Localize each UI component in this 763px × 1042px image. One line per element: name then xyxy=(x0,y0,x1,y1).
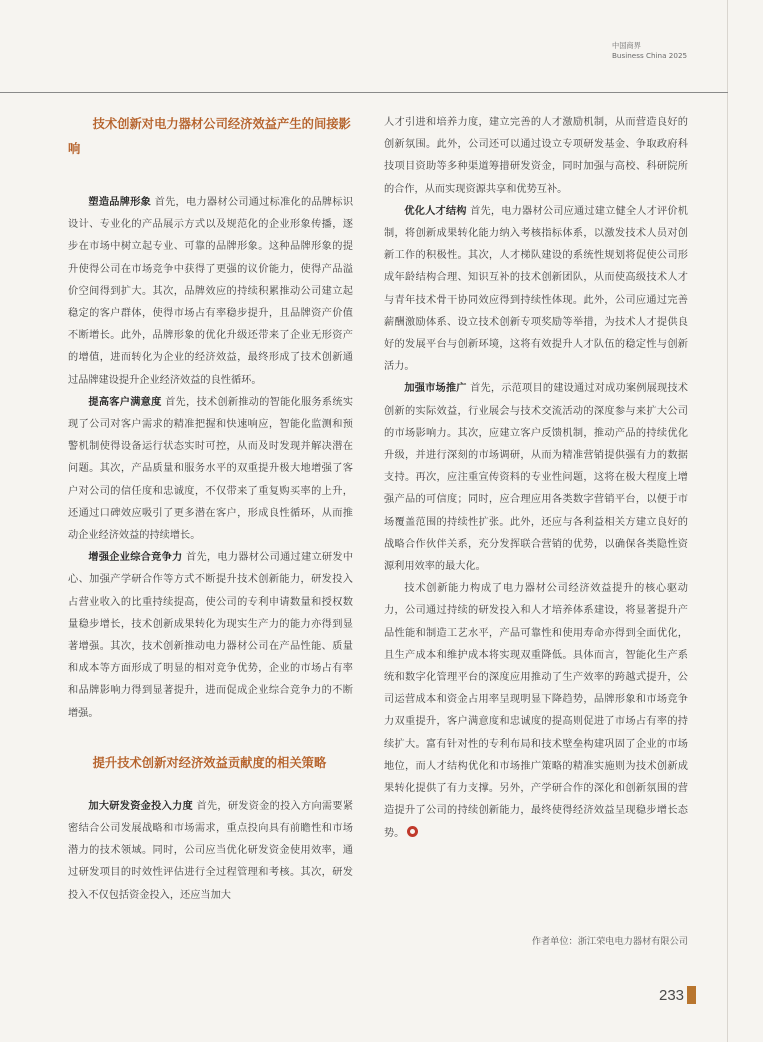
paragraph-market-promotion xyxy=(384,378,688,578)
page-number-bar xyxy=(687,986,696,1004)
paragraph-lead: 加强市场推广 xyxy=(404,383,467,395)
paragraph-lead: 优化人才结构 xyxy=(404,205,467,217)
paragraph-text: 首先，电力器材公司通过标准化的品牌标识设计、专业化的产品展示方式以及规范化的企业形象传播，逐步在市场中树立起专业、可靠的品牌形象。这种品牌形象的提升使得公司在市场竞争中获得了更强的议价能力，使得产品溢价空间得到扩大。其次，品牌效应的持续积累推动公司建立起稳定的客户群体，使得市场占有率稳步提升，且品牌资产价值不断增长。此外，品牌形象的优化升级还带来了企业无形资产的增值，进而转化为企业的经济效益，最终形成了技术创新通过品牌建设提升企业经济效益的良性循环。 xyxy=(68,197,354,386)
paragraph-text: 首先，示范项目的建设通过对成功案例展现技术创新的实际效益，行业展会与技术交流活动的深度参与来扩大公司的市场影响力。其次，应建立客户反馈机制，推动产品的持续优化升级，并进行深刻的市场调研，从而为精准营销提供强有力的数据支持。再次，应注重宣传资料的专业性问题，这将在极大程度上增强产品的可信度；同时，应合理应用各类数字营销平台，以便于市场覆盖范围的持续性扩张。此外，还应与各利益相关方建立良好的战略合作伙伴关系，充分发挥联合营销的优势，以确保各类隐性资源利用效率的最大化。 xyxy=(384,383,688,573)
paragraph-rd-funding xyxy=(68,796,353,907)
paragraph-customer-satisfaction xyxy=(68,392,353,547)
article-end-icon xyxy=(407,826,418,837)
magazine-header xyxy=(612,41,722,61)
paragraph-text: 首先，电力器材公司通过建立研发中心、加强产学研合作等方式不断提升技术创新能力，研发投入占营业收入的比重持续提高，使公司的专利申请数量和授权数量稳步增长，技术创新成果转化为现实生产力的能力亦得到显著增强。其次，技术创新推动电力器材公司在产品性能、质量和成本等方面形成了明显的相对竞争优势，企业的市场占有率和品牌影响力得到显著提升，进而促成企业综合竞争力的不断增强。 xyxy=(68,552,354,719)
paragraph-conclusion xyxy=(384,578,688,844)
left-column xyxy=(68,112,353,907)
paragraph-brand-image xyxy=(68,192,353,392)
paragraph-lead: 塑造品牌形象 xyxy=(88,197,152,208)
paragraph-text: 首先，电力器材公司应通过建立健全人才评价机制，将创新成果转化能力纳入考核指标体系，以激发技术人员对创新工作的积极性。其次，人才梯队建设的系统性规划将促使公司形成年龄结构合理、知识互补的技术创新团队，从而使高级技术人才与青年技术骨干协同效应得到持续性体现。此外，公司应通过完善薪酬激励体系、设立技术创新专项奖励等举措，为技术人才提供良好的发展平台与创新环境，这将有效提升人才队伍的稳定性与创新活力。 xyxy=(384,205,688,373)
paragraph-lead: 提高客户满意度 xyxy=(88,396,162,408)
paragraph-text: 首先，研发资金的投入方向需要紧密结合公司发展战略和市场需求，重点投向具有前瞻性和市场潜力的技术领域。同时，公司应当优化研发资金使用效率，通过研发项目的时效性评估进行全过程管理和考核。其次，研发投入不仅包括资金投入，还应当加大 xyxy=(68,800,354,901)
paragraph-lead: 增强企业综合竞争力 xyxy=(88,552,183,564)
section-title-indirect-impact: 技术创新对电力器材公司经济效益产生的间接影响 xyxy=(68,117,351,156)
paragraph-rd-funding-continued: 人才引进和培养力度，建立完善的人才激励机制，从而营造良好的创新氛围。此外，公司还可以通过设立专项研发基金、争取政府科技项目资助等多种渠道筹措研发资金，同时加强与高校、科研院所的合作，从而实现资源共享和优势互补。 xyxy=(384,117,688,195)
paragraph-competitiveness xyxy=(68,547,353,725)
author-affiliation: 作者单位：浙江荣电电力器材有限公司 xyxy=(531,936,688,947)
magazine-name-en: Business China 2025 xyxy=(612,51,688,60)
paragraph-lead: 加大研发资金投入力度 xyxy=(88,800,193,812)
header-rule xyxy=(0,92,728,93)
paragraph-talent-structure xyxy=(384,201,688,379)
paragraph-text: 技术创新能力构成了电力器材公司经济效益提升的核心驱动力，公司通过持续的研发投入和人才培养体系建设，将显著提升产品性能和制造工艺水平，产品可靠性和使用寿命亦得到全面优化，且生产成本和维护成本将实现双重降低。具体而言，智能化生产系统和数字化管理平台的深度应用推动了生产效率的跨越式提升，公司运营成本和资金占用率呈现明显下降趋势，品牌形象和市场竞争力双重提升，客户满意度和忠诚度的提高则促进了市场占有率的持续扩大。富有针对性的专利布局和技术壁垒构建巩固了企业的市场地位，而人才结构优化和市场推广策略的精准实施则为技术创新成果转化提供了有力支撑。另外，产学研合作的深化和创新氛围的营造提升了公司的持续创新能力，最终使得经济效益呈现稳步增长态势。 xyxy=(384,583,688,839)
section-title-strategies: 提升技术创新对经济效益贡献度的相关策略 xyxy=(92,755,327,770)
magazine-name-cn: 中国商界 xyxy=(612,41,641,50)
right-column xyxy=(384,112,688,845)
page-number xyxy=(659,986,696,1004)
paragraph-text: 首先，技术创新推动的智能化服务系统实现了公司对客户需求的精准把握和快速响应，智能化监测和预警机制使得设备运行状态实时可控，从而及时发现并解决潜在问题。其次，产品质量和服务水平的双重提升极大地增强了客户对公司的信任度和忠诚度，不仅带来了重复购买率的上升，还通过口碑效应吸引了更多潜在客户，形成良性循环，从而推动企业经济效益的持续增长。 xyxy=(68,396,354,542)
page-number-text: 233 xyxy=(659,986,685,1004)
